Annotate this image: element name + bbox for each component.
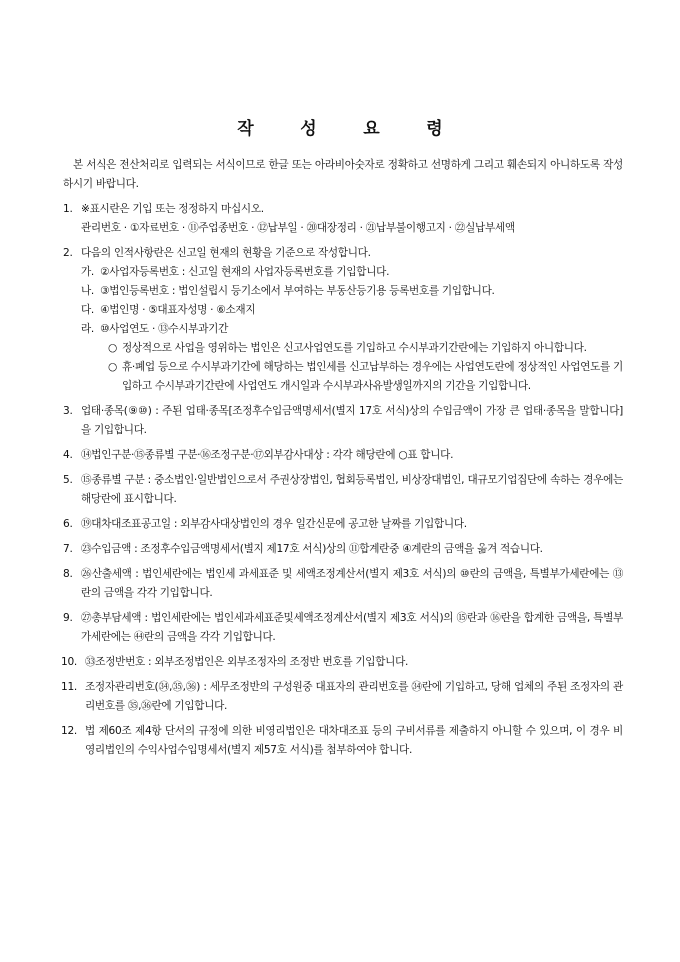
list-item: [63, 609, 623, 647]
sub-item-mark: 나.: [81, 285, 95, 297]
item-text: ㉝조정반번호 : 외부조정법인은 외부조정자의 조정반 번호를 기입합니다.: [85, 656, 409, 668]
item-number: 3.: [63, 405, 73, 417]
item-number: 8.: [63, 568, 73, 580]
list-item: [63, 515, 623, 534]
list-item: [63, 540, 623, 559]
sub-item: [81, 282, 623, 301]
intro-paragraph: 본 서식은 전산처리로 입력되는 서식이므로 한글 또는 아라비아숫자로 정확하고 선명하게 그리고 훼손되지 아니하도록 작성하시기 바랍니다.: [63, 159, 623, 190]
item-number: 11.: [61, 681, 77, 693]
item-text: ⑭법인구분·⑮종류별 구분·⑯조정구분·⑰외부감사대상 : 각각 해당란에 ○표 합니다.: [81, 449, 454, 461]
item-text: 다음의 인적사항란은 신고일 현재의 현황을 기준으로 작성합니다.: [81, 247, 371, 259]
item-number: 6.: [63, 518, 73, 530]
title-char: 작: [237, 119, 254, 139]
item-text: ⑮종류별 구분 : 중소법인·일반법인으로서 주권상장법인, 협회등록법인, 비상장대법인, 대규모기업집단에 속하는 경우에는 해당란에 표시합니다.: [81, 474, 623, 505]
page-title: [0, 114, 680, 139]
title-char: 령: [426, 119, 443, 139]
sub-item-text: ⑩사업연도 · ⑬수시부과기간: [100, 323, 229, 335]
sub-item-text: ③법인등록번호 : 법인설립시 등기소에서 부여하는 부동산등기용 등록번호를 기입합니다.: [100, 285, 495, 297]
sub-item-mark: 라.: [81, 323, 95, 335]
title-char: 요: [363, 119, 380, 139]
list-item: [63, 244, 623, 396]
item-text: ※표시란은 기입 또는 정정하지 마십시오.: [81, 203, 264, 215]
list-item: [63, 446, 623, 465]
item-number: 4.: [63, 449, 73, 461]
item-text: ⑲대차대조표공고일 : 외부감사대상법인의 경우 일간신문에 공고한 날짜를 기입합니다.: [81, 518, 467, 530]
sub-item-text: ④법인명 · ⑤대표자성명 · ⑥소재지: [100, 304, 256, 316]
item-text: ㉖산출세액 : 법인세란에는 법인세 과세표준 및 세액조정계산서(별지 제3호 서식)의 ⑩란의 금액을, 특별부가세란에는 ⑬란의 금액을 각각 기입합니다.: [81, 568, 623, 599]
item-text: ㉗총부담세액 : 법인세란에는 법인세과세표준및세액조정계산서(별지 제3호 서식)의 ⑮란과 ⑯란을 합계한 금액을, 특별부가세란에는 ㊹란의 금액을 각각 기입합니다.: [81, 612, 623, 643]
title-char: 성: [300, 119, 317, 139]
item-number: 12.: [61, 725, 77, 737]
instructions-body: [63, 156, 623, 766]
sub-item: [81, 301, 623, 320]
bullet-item: [81, 358, 623, 396]
item-text: ㉓수입금액 : 조정후수입금액명세서(별지 제17호 서식)상의 ⑪합계란중 ④계란의 금액을 옮겨 적습니다.: [81, 543, 543, 555]
item-number: 10.: [61, 656, 77, 668]
sub-item-text: ②사업자등록번호 : 신고일 현재의 사업자등록번호를 기입합니다.: [100, 266, 390, 278]
item-number: 2.: [63, 247, 73, 259]
list-item: [63, 471, 623, 509]
item-number: 7.: [63, 543, 73, 555]
sub-item: [81, 320, 623, 339]
list-item: [63, 402, 623, 440]
list-item: [63, 200, 623, 238]
sub-item: [81, 263, 623, 282]
item-text: 업태·종목(⑨⑩) : 주된 업태·종목[조정후수입금액명세서(별지 17호 서식)상의 수입금액이 가장 큰 업태·종목을 말합니다]을 기입합니다.: [81, 405, 623, 436]
list-item: [63, 678, 623, 716]
bullet-text: 정상적으로 사업을 영위하는 법인은 신고사업연도를 기입하고 수시부과기간란에는 기입하지 아니합니다.: [122, 342, 587, 354]
sub-item-mark: 가.: [81, 266, 95, 278]
list-item: [63, 565, 623, 603]
bullet-mark: ○: [108, 361, 117, 373]
item-text: 관리번호 · ①자료번호 · ⑪주업종번호 · ⑫납부일 · ⑳대장정리 · ㉑납부불이행고지 · ㉒실납부세액: [81, 222, 515, 234]
item-number: 1.: [63, 203, 73, 215]
bullet-mark: ○: [108, 342, 117, 354]
item-number: 5.: [63, 474, 73, 486]
bullet-text: 휴·폐업 등으로 수시부과기간에 해당하는 법인세를 신고납부하는 경우에는 사업연도란에 정상적인 사업연도를 기입하고 수시부과기간란에 사업연도 개시일과 수시부과사유발생일까지의 기간을 기입합니다.: [122, 361, 623, 392]
list-item: [63, 653, 623, 672]
bullet-item: [81, 339, 623, 358]
item-number: 9.: [63, 612, 73, 624]
item-text: 조정자관리번호(㉞,㉟,㊱) : 세무조정반의 구성원중 대표자의 관리번호를 ㉞란에 기입하고, 당해 업체의 주된 조정자의 관리번호를 ㉟,㊱란에 기입합니다.: [85, 681, 623, 712]
list-item: [63, 722, 623, 760]
sub-item-mark: 다.: [81, 304, 95, 316]
item-text: 법 제60조 제4항 단서의 규정에 의한 비영리법인은 대차대조표 등의 구비서류를 제출하지 아니할 수 있으며, 이 경우 비영리법인의 수익사업수입명세서(별지 제57호 서식)를 첨부하여야 합니다.: [85, 725, 623, 756]
